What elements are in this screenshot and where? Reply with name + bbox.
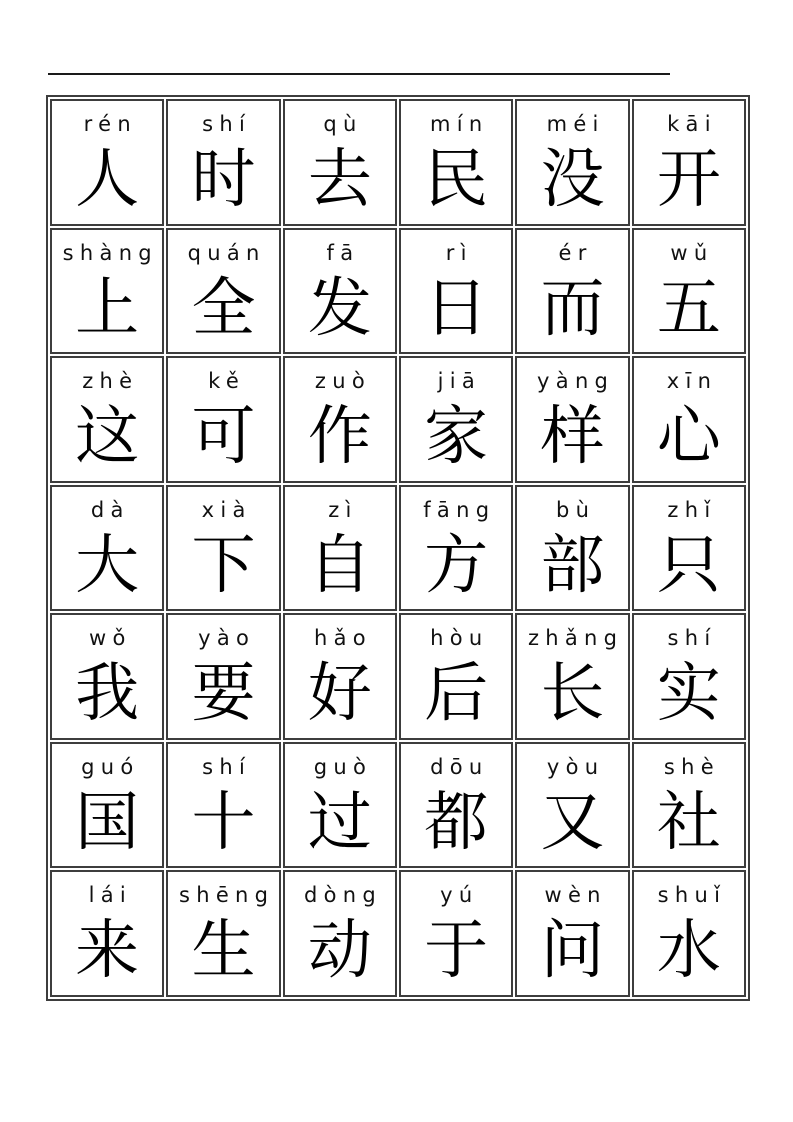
pinyin-label: ér [558, 240, 593, 265]
character-glyph: 日 [424, 271, 489, 346]
character-glyph: 过 [307, 785, 372, 860]
flashcard-cell [50, 870, 164, 997]
pinyin-label: mín [430, 112, 489, 136]
pinyin-label: zhǎng [527, 626, 624, 651]
character-glyph: 要 [191, 657, 256, 732]
pinyin-label: bù [556, 497, 596, 522]
pinyin-label: wǒ [89, 626, 132, 651]
pinyin-label: xīn [666, 369, 718, 394]
pinyin-label: rì [445, 240, 473, 265]
character-glyph: 时 [191, 143, 256, 217]
pinyin-label: shí [667, 626, 717, 651]
flashcard-cell [399, 228, 513, 355]
flashcard-row [50, 356, 746, 483]
character-glyph: 动 [307, 914, 372, 989]
character-glyph: 人 [75, 143, 140, 217]
pinyin-label: dòng [303, 883, 382, 908]
flashcard-cell [166, 613, 280, 740]
character-glyph: 部 [540, 528, 605, 603]
pinyin-label: dà [90, 497, 130, 522]
flashcard-cell [632, 870, 746, 997]
character-glyph: 作 [307, 400, 372, 475]
flashcard-cell [515, 742, 629, 869]
flashcard-row [50, 485, 746, 612]
character-glyph: 十 [191, 785, 256, 860]
pinyin-label: shí [202, 112, 252, 136]
character-glyph: 于 [424, 914, 489, 989]
flashcard-cell [166, 228, 280, 355]
pinyin-label: guò [313, 754, 373, 779]
character-glyph: 后 [424, 657, 489, 732]
character-glyph: 问 [540, 914, 605, 989]
flashcard-cell [515, 485, 629, 612]
character-glyph: 来 [75, 914, 140, 989]
flashcard-cell [283, 485, 397, 612]
pinyin-label: zì [328, 497, 358, 522]
flashcard-cell [515, 870, 629, 997]
pinyin-label: shè [663, 754, 720, 779]
pinyin-label: fāng [423, 497, 496, 522]
pinyin-label: lái [88, 883, 133, 908]
character-glyph: 发 [307, 271, 372, 346]
flashcard-cell [283, 613, 397, 740]
flashcard-cell [50, 99, 164, 226]
pinyin-label: shuǐ [657, 883, 727, 908]
flashcard-cell [283, 870, 397, 997]
flashcard-cell [399, 356, 513, 483]
flashcard-cell [50, 613, 164, 740]
flashcard-cell [399, 742, 513, 869]
character-glyph: 可 [191, 400, 256, 475]
flashcard-cell [515, 613, 629, 740]
character-glyph: 下 [191, 528, 256, 603]
pinyin-label: guó [81, 754, 140, 779]
flashcard-cell [399, 613, 513, 740]
pinyin-label: yú [440, 883, 479, 908]
character-glyph: 水 [656, 914, 721, 989]
flashcard-cell [166, 99, 280, 226]
flashcard-table-body [50, 99, 746, 997]
pinyin-label: wèn [544, 883, 607, 908]
flashcard-cell [50, 485, 164, 612]
flashcard-cell [166, 485, 280, 612]
flashcard-cell [632, 356, 746, 483]
flashcard-cell [632, 99, 746, 226]
character-glyph: 而 [540, 271, 605, 346]
flashcard-cell [50, 228, 164, 355]
pinyin-label: shēng [178, 883, 275, 908]
character-glyph: 只 [656, 528, 721, 603]
pinyin-label: shàng [62, 240, 158, 265]
pinyin-label: zhǐ [667, 497, 717, 522]
flashcard-cell [50, 356, 164, 483]
pinyin-label: yào [198, 626, 256, 651]
character-glyph: 上 [75, 271, 140, 346]
character-glyph: 自 [307, 528, 372, 603]
pinyin-label: hǎo [314, 626, 372, 651]
flashcard-cell [283, 742, 397, 869]
character-glyph: 大 [75, 528, 140, 603]
flashcard-cell [632, 485, 746, 612]
character-glyph: 我 [75, 657, 140, 732]
character-glyph: 都 [424, 785, 489, 860]
flashcard-cell [515, 228, 629, 355]
character-glyph: 国 [75, 785, 140, 860]
character-glyph: 全 [191, 271, 256, 346]
flashcard-cell [632, 228, 746, 355]
character-glyph: 方 [424, 528, 489, 603]
flashcard-cell [283, 228, 397, 355]
flashcard-row [50, 228, 746, 355]
pinyin-label: shí [202, 754, 252, 779]
character-glyph: 长 [540, 657, 605, 732]
flashcard-grid-container [46, 95, 750, 1001]
flashcard-cell [50, 742, 164, 869]
flashcard-cell [399, 485, 513, 612]
flashcard-row [50, 613, 746, 740]
pinyin-label: zhè [82, 369, 139, 394]
character-glyph: 生 [191, 914, 256, 989]
character-glyph: 社 [656, 785, 721, 860]
pinyin-label: quán [187, 240, 266, 265]
flashcard-cell [283, 99, 397, 226]
character-glyph: 开 [656, 143, 721, 217]
pinyin-label: zuò [314, 369, 372, 394]
flashcard-cell [166, 870, 280, 997]
pinyin-label: wǔ [670, 240, 714, 265]
character-glyph: 民 [424, 143, 489, 217]
flashcard-row [50, 99, 746, 226]
flashcard-row [50, 742, 746, 869]
flashcard-cell [632, 613, 746, 740]
flashcard-cell [283, 356, 397, 483]
pinyin-label: kě [208, 369, 246, 394]
pinyin-label: méi [546, 112, 605, 136]
flashcard-cell [632, 742, 746, 869]
pinyin-label: fā [326, 240, 360, 265]
character-glyph: 实 [656, 657, 721, 732]
character-glyph: 这 [75, 400, 140, 475]
pinyin-label: yàng [537, 369, 615, 394]
flashcard-cell [515, 99, 629, 226]
flashcard-cell [515, 356, 629, 483]
flashcard-row [50, 870, 746, 997]
flashcard-cell [399, 870, 513, 997]
flashcard-cell [166, 742, 280, 869]
top-rule [48, 73, 670, 75]
character-glyph: 家 [424, 400, 489, 475]
pinyin-label: dōu [430, 754, 489, 779]
pinyin-label: hòu [430, 626, 489, 651]
flashcard-table [46, 95, 750, 1001]
character-glyph: 好 [307, 657, 372, 732]
character-glyph: 心 [656, 400, 721, 475]
pinyin-label: yòu [546, 754, 605, 779]
pinyin-label: kāi [667, 112, 717, 136]
character-glyph: 又 [540, 785, 605, 860]
character-glyph: 五 [656, 271, 721, 346]
character-glyph: 去 [307, 143, 372, 217]
pinyin-label: qù [323, 112, 363, 136]
character-glyph: 没 [540, 143, 605, 217]
flashcard-cell [399, 99, 513, 226]
pinyin-label: xià [201, 497, 252, 522]
character-glyph: 样 [540, 400, 605, 475]
pinyin-label: rén [83, 112, 137, 136]
pinyin-label: jiā [437, 369, 482, 394]
flashcard-cell [166, 356, 280, 483]
